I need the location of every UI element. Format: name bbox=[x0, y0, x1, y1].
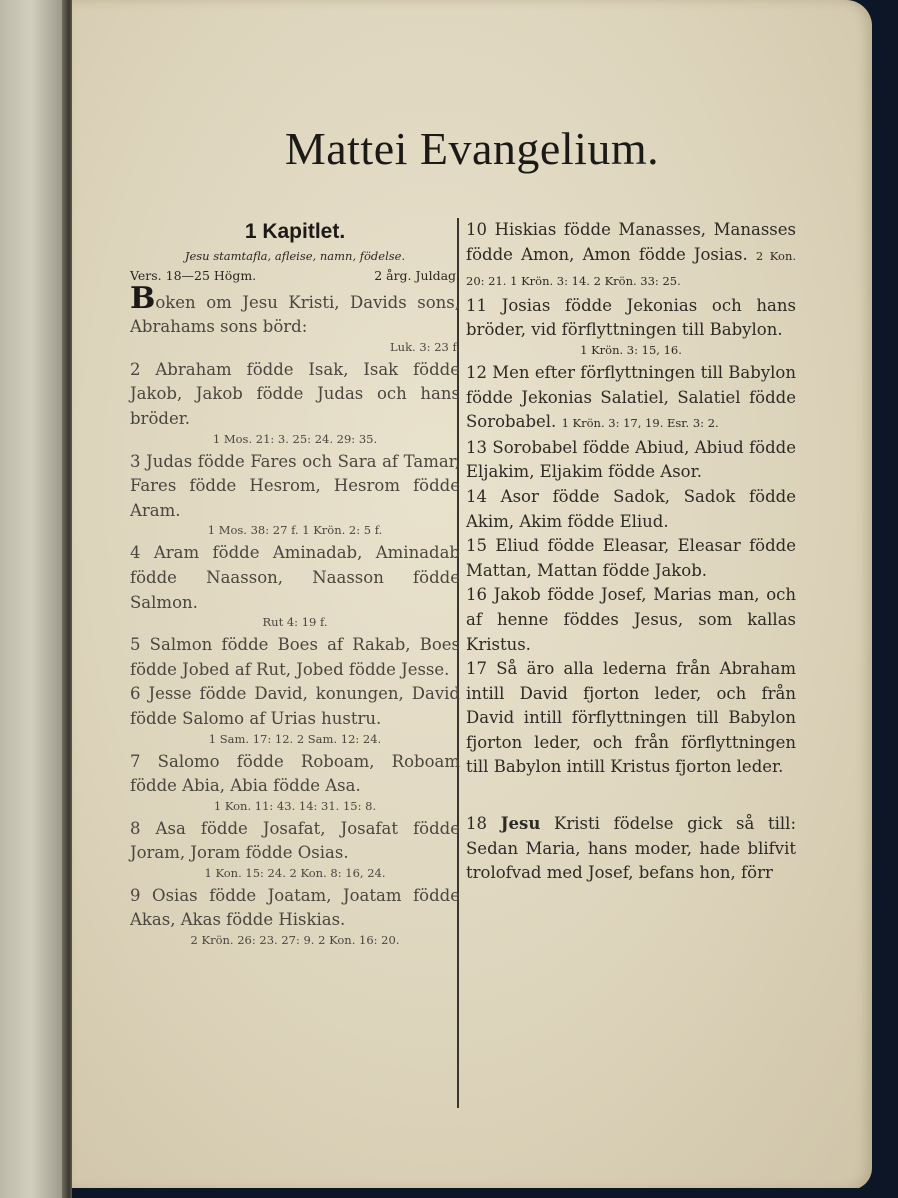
reading-note-left: Vers. 18—25 Högm. bbox=[130, 267, 257, 283]
verse: 5 Salmon födde Boes af Rakab, Boes födde Jobed af Rut, Jobed födde Jesse. bbox=[130, 635, 460, 679]
reading-note-right: 2 årg. Juldag. bbox=[374, 267, 460, 283]
verse bbox=[466, 361, 796, 436]
verse: 15 Eliud födde Eleasar, Eleasar födde Mattan, Mattan födde Jakob. bbox=[466, 536, 796, 580]
verse bbox=[466, 218, 796, 294]
verse: 9 Osias födde Joatam, Joatam födde Akas, Akas födde Hiskias. bbox=[130, 885, 460, 930]
verse: 4 Aram födde Aminadab, Aminadab födde Naasson, Naasson födde Salmon. bbox=[130, 543, 460, 612]
left-page-edge bbox=[0, 0, 70, 1198]
cross-reference: 1 Kon. 11: 43. 14: 31. 15: 8. bbox=[213, 798, 377, 813]
verse: 3 Judas födde Fares och Sara af Tamar, Fares födde Hesrom, Hesrom födde Aram. bbox=[130, 451, 460, 520]
cross-reference: 2 Kon. 20: 21. 1 Krön. 3: 14. 2 Krön. 33: 25. bbox=[466, 248, 797, 289]
cross-reference: Rut 4: 19 f. bbox=[262, 615, 328, 630]
cross-reference: 1 Mos. 38: 27 f. 1 Krön. 2: 5 f. bbox=[207, 523, 383, 538]
cross-reference: 1 Sam. 17: 12. 2 Sam. 12: 24. bbox=[208, 731, 382, 746]
verse: 8 Asa födde Josafat, Josafat födde Joram, Joram födde Osias. bbox=[130, 818, 460, 863]
verse-bold-word: Jesu bbox=[500, 814, 541, 834]
page-title: Mattei Evangelium. bbox=[284, 123, 660, 174]
cross-reference: 1 Mos. 21: 3. 25: 24. 29: 35. bbox=[212, 431, 378, 446]
cross-reference: 1 Krön. 3: 17, 19. Esr. 3: 2. bbox=[561, 416, 719, 431]
verse-1 bbox=[130, 280, 460, 340]
left-column bbox=[130, 218, 460, 951]
verse-text: Kristi födelse gick så till: Sedan Maria, hans moder, hade blifvit trolofvad med Josef, befans hon, förr bbox=[466, 814, 797, 883]
cross-reference: Luk. 3: 23 f. bbox=[390, 339, 460, 354]
drop-cap: B bbox=[130, 280, 156, 316]
verse: 11 Josias födde Jekonias och hans bröder, vid förflyttningen till Babylon. bbox=[466, 295, 796, 340]
verse: 13 Sorobabel födde Abiud, Abiud födde Eljakim, Eljakim födde Asor. bbox=[466, 437, 796, 482]
chapter-summary: Jesu stamtafla, afleise, namn, födelse. bbox=[184, 248, 406, 263]
cross-reference: 2 Krön. 26: 23. 27: 9. 2 Kon. 16: 20. bbox=[190, 933, 400, 948]
verse-text: 12 Men efter förflyttningen till Babylon födde Jekonias Salatiel, Salatiel födde Sorobabel. bbox=[466, 362, 796, 432]
verse-18 bbox=[466, 812, 796, 886]
bottom-background bbox=[72, 1188, 872, 1198]
cross-reference: 1 Krön. 3: 15, 16. bbox=[580, 342, 682, 357]
verse-text: 10 Hiskias födde Manasses, Manasses födde Amon, Amon födde Josias. bbox=[466, 220, 796, 264]
section-gap bbox=[466, 780, 796, 812]
reading-note bbox=[130, 267, 460, 284]
verse: 7 Salomo födde Roboam, Roboam födde Abia, Abia födde Asa. bbox=[130, 751, 460, 796]
cross-reference: 1 Kon. 15: 24. 2 Kon. 8: 16, 24. bbox=[204, 865, 386, 880]
verse: 6 Jesse födde David, konungen, David födde Salomo af Urias hustru. bbox=[130, 684, 460, 728]
book-page bbox=[72, 0, 872, 1190]
verse: 14 Asor födde Sadok, Sadok födde Akim, Akim födde Eliud. bbox=[466, 486, 796, 531]
verse: 16 Jakob födde Josef, Marias man, och af henne föddes Jesus, som kallas Kristus. bbox=[466, 585, 796, 654]
verse-number: 18 bbox=[466, 814, 487, 834]
verse-1-text: oken om Jesu Kristi, Davids sons, Abrahams sons börd: bbox=[130, 292, 460, 337]
right-column bbox=[466, 218, 796, 886]
verse: 2 Abraham födde Isak, Isak födde Jakob, Jakob födde Judas och hans bröder. bbox=[130, 359, 460, 428]
chapter-heading: 1 Kapitlet. bbox=[244, 220, 346, 243]
verse: 17 Så äro alla lederna från Abraham intill David fjorton leder, och från David intill förflyttningen till Babylon fjorton leder, och från förflyttningen till Babylon intill Kristus fjorton leder. bbox=[466, 659, 796, 777]
